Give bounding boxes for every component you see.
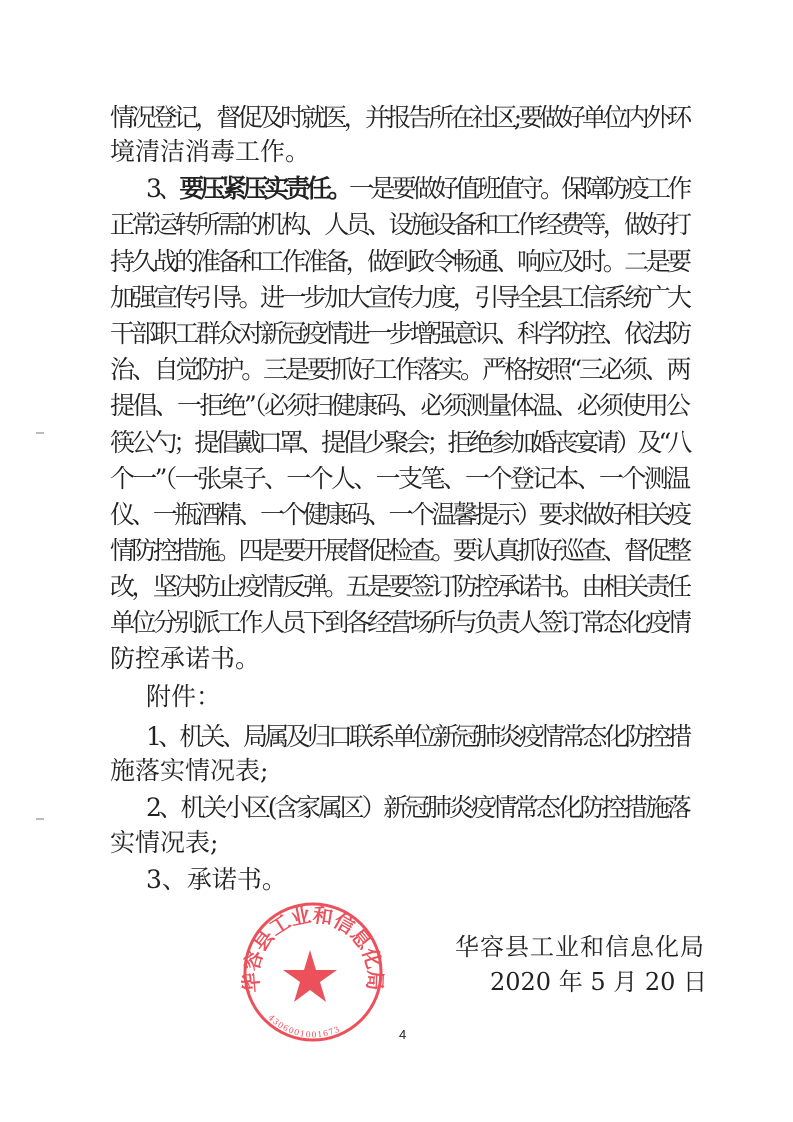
body-line: 提倡、一拒绝”（必须扫健康码、必须测量体温、必须使用公 (110, 391, 688, 420)
issue-date: 2020 年 5 月 20 日 (490, 968, 708, 996)
scan-mark (36, 432, 44, 434)
section-text: 一是要做好值班值守。保障防疫工作 (349, 174, 689, 203)
seal-code: 4306001001673 (266, 1012, 342, 1040)
section-number: 3、 (146, 174, 180, 203)
body-line: 改，坚决防止疫情反弹。五是要签订防控承诺书。由相关责任 (110, 572, 688, 601)
section-title-bold: 要压紧压实责任。 (179, 174, 350, 203)
scan-mark (36, 818, 44, 820)
body-line: 情防控措施。四是要开展督促检查。要认真抓好巡查、督促整 (110, 536, 688, 565)
body-line: 个一”（一张桌子、一个人、一支笔、一个登记本、一个测温 (110, 464, 688, 493)
body-line: 持久战的准备和工作准备，做到政令畅通、响应及时。二是要 (110, 247, 688, 276)
body-line: 防控承诺书。 (110, 644, 261, 673)
attachment-2-cont: 实情况表; (110, 828, 219, 857)
issuing-organization: 华容县工业和信息化局 (455, 933, 705, 961)
body-line: 单位分别派工作人员下到各经营场所与负责人签订常态化疫情 (110, 608, 688, 637)
attachment-3: 3、承诺书。 (146, 865, 287, 894)
page-number: 4 (399, 1027, 407, 1042)
seal-star-icon (283, 950, 337, 1002)
body-line: 治、自觉防护。三是要抓好工作落实。严格按照“三必须、两 (110, 355, 688, 384)
body-line: 正常运转所需的机构、人员、设施设备和工作经费等，做好打 (110, 210, 688, 239)
seal-text: 华容县工业和信息化局 (238, 902, 388, 994)
attachments-label: 附件： (146, 682, 222, 711)
attachment-2: 2、机关小区(含家属区）新冠肺炎疫情常态化防控措施落 (146, 793, 688, 822)
body-line: 仪、一瓶酒精、一个健康码、一个温馨提示）要求做好相关疫 (110, 500, 688, 529)
body-line: 情况登记，督促及时就医，并报告所在社区;要做好单位内外环 (110, 103, 688, 132)
body-line: 筷公勺；提倡戴口罩、提倡少聚会；拒绝参加婚丧宴请）及“八 (110, 428, 688, 457)
body-line: 干部职工群众对新冠疫情进一步增强意识、科学防控、依法防 (110, 319, 688, 348)
body-line: 加强宣传引导。进一步加大宣传力度，引导全县工信系统广大 (110, 283, 688, 312)
official-seal (238, 900, 388, 1050)
body-line: 境清洁消毒工作。 (110, 137, 311, 166)
attachment-1: 1、机关、局属及归口联系单位新冠肺炎疫情常态化防控措 (146, 722, 688, 751)
section-3-heading-line (146, 174, 688, 204)
attachment-1-cont: 施落实情况表; (110, 756, 269, 785)
